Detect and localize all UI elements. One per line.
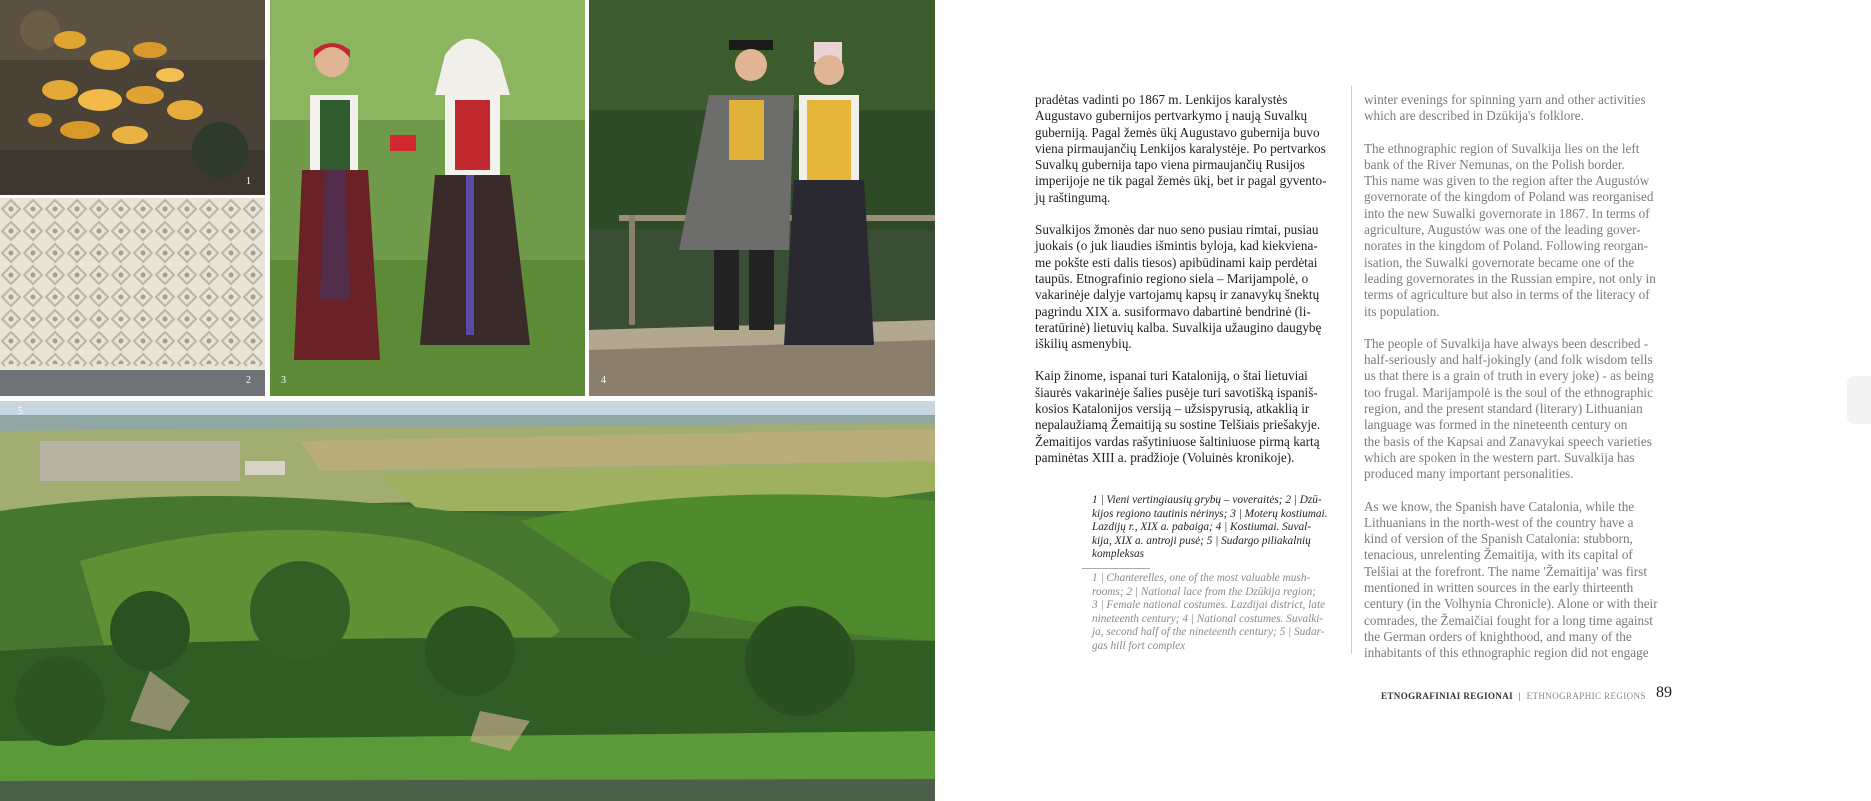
section-title-en: ETHNOGRAPHIC REGIONS — [1526, 691, 1646, 701]
lt-paragraph: Suvalkijos žmonės dar nuo seno pusiau rimtai, pusiau juokais (o juk liaudies išmintis byloja, kad kiekviena- me pokšte esti dalis tiesos) apibūdinami kaip perdėtai taupūs. Etnografinio regiono siela – Marijampolė, o vakarinėje dalyje vartojamų kapsų ir zanavykų šnektų pagrindu XIX a. susiformavo dabartinė bendrinė (li- teratūrinė) lietuvių kalba. Suvalkija užaugino daugybę iškilių asmenybių. — [1035, 222, 1322, 352]
photo-women-costumes — [270, 0, 585, 396]
photo-caption-english — [1092, 572, 1338, 653]
photo-lace — [0, 198, 265, 396]
column-divider — [1351, 86, 1352, 654]
photo-hill-fort-aerial — [0, 401, 935, 801]
section-title-lt: ETNOGRAFINIAI REGIONAI — [1381, 691, 1514, 701]
en-paragraph: The ethnographic region of Suvalkija lies on the left bank of the River Nemunas, on the Polish border. This name was given to the region after the Augustów governorate of the kingdom of Poland was reorganised into the new Suwalki governorate in 1867. In terms of agriculture, Augustów was one of the leading gover- norates in the kingdom of Poland. Following reorgan- isation, the Suwalki governorate became one of the leading governorates in the Russian empire, not only in terms of agriculture but also in terms of the literacy of its population. — [1364, 140, 1656, 319]
page-number: 89 — [1656, 684, 1672, 701]
lt-paragraph: Kaip žinome, ispanai turi Kataloniją, o štai lietuviai šiaurės vakarinėje šalies pusėje turi savotišką ispaniš- kosios Katalonijos versiją – užsispyrusią, atkaklią ir nepalaužiamą Žemaitiją su sostine Telšiais priešakyje. Žemaitijos vardas rašytiniuose šaltiniuose pirmą kartą paminėtas XIII a. pradžioje (Voluinės kronikoje). — [1035, 368, 1321, 465]
footer-separator: | — [1518, 691, 1521, 701]
caption-text: 1 | Chanterelles, one of the most valuable mush- rooms; 2 | National lace from the Dzūkija region; 3 | Female national costumes. Lazdijai district, late nineteenth century; 4 | National costumes. Suvalki- ja, second half of the nineteenth century; 5 | Sudar- gas hill fort complex — [1092, 572, 1326, 652]
en-paragraph: winter evenings for spinning yarn and other activities which are described in Dzūkija's folklore. — [1364, 92, 1646, 124]
photo-number: 1 — [246, 176, 251, 187]
caption-text: 1 | Vieni vertingiausių grybų – voveraitės; 2 | Dzū- kijos regiono tautinis nėrinys; 3 | Moterų kostiumai. Lazdijų r., XIX a. pabaiga; 4 | Kostiumai. Suval- kija, XIX a. antroji pusė; 5 | Sudargo piliakalnių kompleksas — [1092, 494, 1328, 560]
lt-paragraph: pradėtas vadinti po 1867 m. Lenkijos karalystės Augustavo gubernijos pertvarkymo į naują Suvalkų guberniją. Pagal žemės ūkį Augustavo gubernija buvo viena pirmaujančių Lenkijos karalystėje. Po pertvarkos Suvalkų gubernija tapo viena pirmaujančių Rusijos imperijoje ne tik pagal žemės ūkį, bet ir pagal gyvento- jų raštingumą. — [1035, 92, 1327, 205]
lithuanian-text-column — [1035, 92, 1339, 482]
en-paragraph: As we know, the Spanish have Catalonia, while the Lithuanians in the north-west of the country have a kind of version of the Spanish Catalonia: stubborn, tenacious, unrelenting Žemaitija, with its capital of Telšiai at the forefront. The name 'Žemaitija' was first mentioned in written sources in the early thirteenth century (in the Volhynia Chronicle). Alone or with their comrades, the Žemaičiai fought for a long time against the German orders of knighthood, and many of the inhabitants of this ethnographic region did not engage — [1364, 498, 1658, 661]
photo-number: 5 — [18, 406, 23, 417]
photo-number: 2 — [246, 375, 251, 386]
photo-number: 4 — [601, 375, 606, 386]
photo-couple-bridge — [589, 0, 935, 396]
photo-number: 3 — [281, 375, 286, 386]
english-text-column — [1364, 92, 1680, 678]
en-paragraph: The people of Suvalkija have always been described - half-seriously and half-jokingly (and folk wisdom tells us that there is a grain of truth in every joke) - as being too frugal. Marijampolė is the soul of the ethnographic region, and the present standard (literary) Lithuanian language was formed in the nineteenth century on the basis of the Kapsai and Zanavykai speech varieties which are spoken in the western part. Suvalkija has produced many important personalities. — [1364, 335, 1654, 482]
photo-caption-lithuanian — [1092, 494, 1338, 562]
photo-chanterelles — [0, 0, 265, 195]
running-footer — [1381, 691, 1646, 701]
side-scroll-tab[interactable] — [1847, 376, 1871, 424]
caption-rule — [1082, 568, 1150, 569]
